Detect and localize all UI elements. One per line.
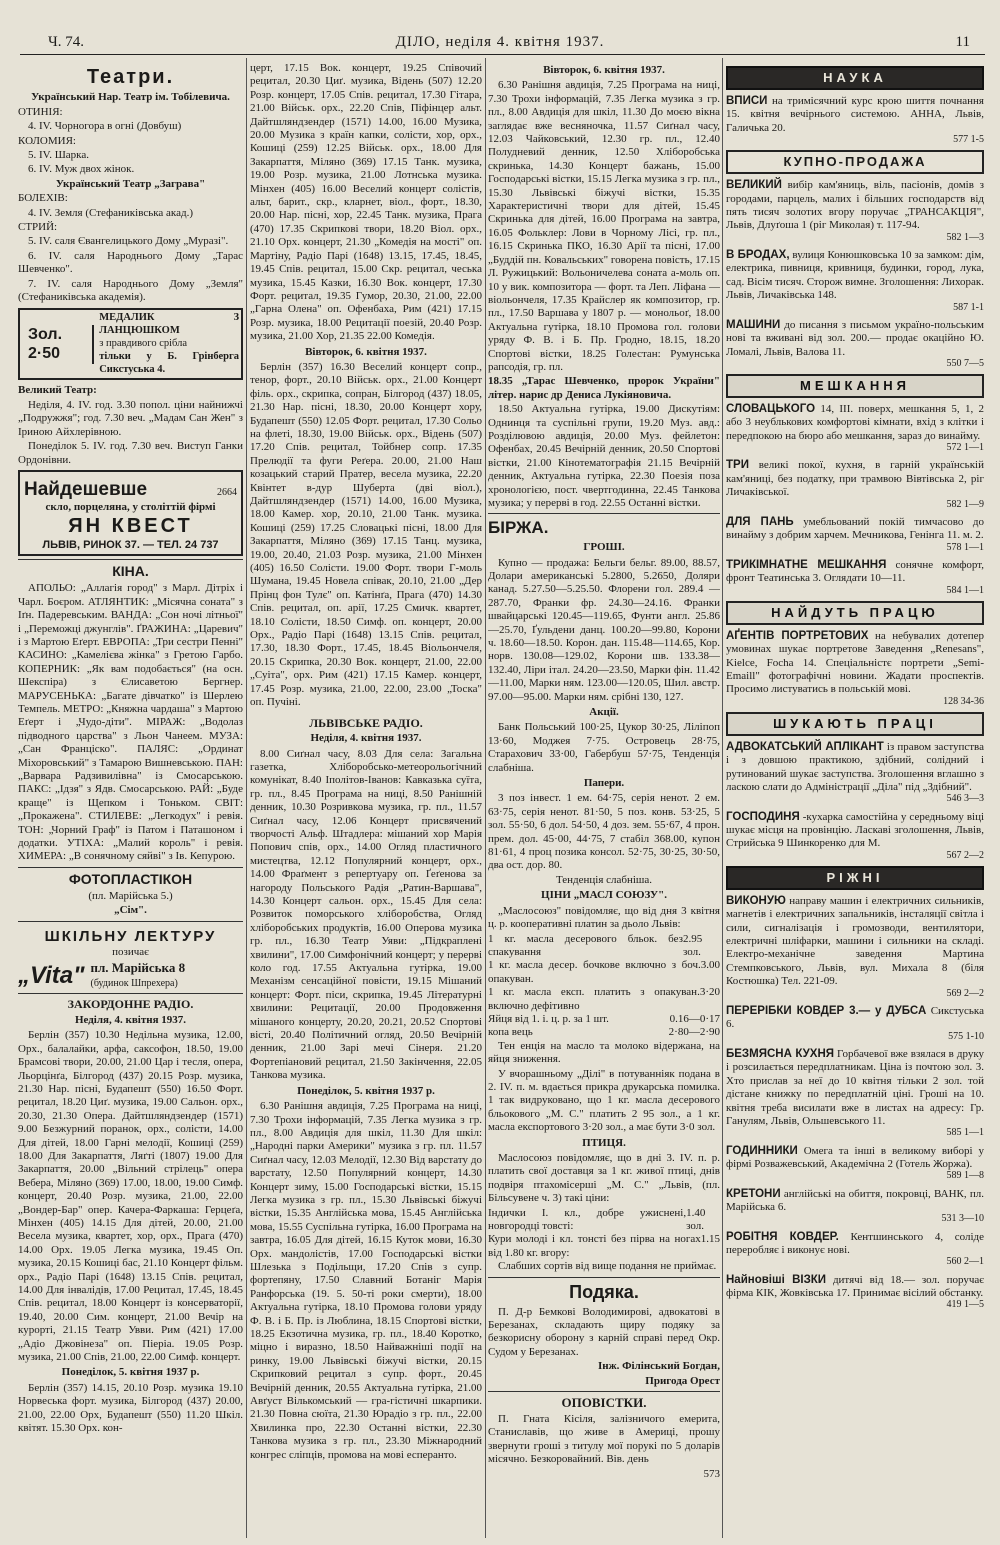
- ad-code: 560 2—1: [946, 1256, 984, 1268]
- medal-line: з правдивого срібла: [99, 338, 188, 350]
- ad-keyword: ДЛЯ ПАНЬ: [726, 515, 794, 528]
- column-3: [488, 62, 720, 1540]
- column-1: [18, 62, 243, 1540]
- price-row: [488, 986, 720, 1013]
- price-value: 1.15: [700, 1233, 720, 1246]
- ad-code: 577 1-5: [953, 134, 984, 146]
- notice-code: 573: [703, 1467, 720, 1480]
- town: ОТИНІЯ:: [18, 105, 63, 118]
- correction-note: У вчорашньому „Ділі" в потуванніяк подана в 2. IV. п. м. вдається прикра друкарська помилка. 1 так видруковано, що 1 кг. масла десерового бльокового „М. С." платить 2 95 зол., а 1 кг. масла експортового 3·20 зол., а має бути 3·0 зол.: [488, 1067, 720, 1134]
- classified-ad: [726, 1047, 984, 1140]
- ad-keyword: МАШИНИ: [726, 318, 781, 331]
- classified-ad: [726, 248, 984, 314]
- price-value: 3·20: [699, 986, 720, 999]
- ad-title: Найдешевше: [24, 478, 148, 500]
- column-divider: [485, 58, 486, 1538]
- shares-rates: Банк Польський 100·25, Цукор 30·25, Ліліпоп 13·60, Моджея 7·75. Островець 28·75, Старахович 33·00, Габербуш 57·75, Тенденція слабніша.: [488, 721, 720, 774]
- ad-keyword: КРЕТОНИ: [726, 1187, 781, 1200]
- price-row: [488, 959, 720, 986]
- classified-ad: [726, 1273, 984, 1312]
- section-rule: [488, 1391, 720, 1392]
- classified-ad: [726, 402, 984, 454]
- vita-heading: ШКІЛЬНУ ЛЕКТУРУ: [44, 927, 217, 945]
- ad-text: направу машин і електричних сильників, магнетів і електричних запальників, інсталяції світла і сили, сигналізація і громозводи, вентилятори, електричні шліфарки, машини і сильники на складі. Електро-механічне заведення Мартина Стемпковського, Львів, вул. Михала 8 (біля Костюшка) Тел. 221-09.: [726, 894, 984, 988]
- vita-subline: позичає: [112, 946, 149, 959]
- ad-text: англійські на обиття, покровці, ВАНК, пл. Марійська 6.: [726, 1187, 984, 1213]
- price-row: [488, 1026, 720, 1039]
- radio-day: Вівторок, 6. квітня 1937.: [305, 345, 427, 358]
- radio-day: Неділя, 4. квітня 1937.: [74, 1013, 187, 1026]
- classified-ad: [726, 740, 984, 806]
- radio-program: Берлін (357) 14.15, 20.10 Розр. музика 19.10 Норвеська форт. музика, Білгород (437) 20.00, 21.00, 22.00 Орх, Будапешт (550) 11.20 Шкіл. квітят. 15.30 Орх. кон-: [18, 1381, 243, 1435]
- play-entry: 4. IV. Земля (Стефаниківська акад.): [28, 206, 193, 219]
- thanks-heading: Подяка.: [569, 1281, 639, 1302]
- ad-code: 567 2—2: [946, 849, 984, 861]
- radio-day: Вівторок, 6. квітня 1937.: [543, 64, 665, 76]
- page-number: 11: [955, 34, 970, 50]
- ad-keyword: ВЕЛИКИЙ: [726, 179, 782, 192]
- ad-text: на тримісячний курс крою шиття почнання 15. квітня вечірнього системою. АННА, Львів, Галичька 20.: [726, 94, 984, 134]
- ad-text: Сикстуська 6.: [726, 1004, 984, 1031]
- price-value: 2.95 зол.: [682, 932, 703, 958]
- ad-code: 546 3—3: [946, 793, 984, 805]
- price-row: [488, 1207, 720, 1234]
- securities-rates: 3 поз інвест. 1 ем. 64·75, серія ненот. 2 ем. 63·75, серія ненот. 81·50, 5 поз. конв. 53·25, 5 зол. 55·50, 6 дол. 54·50, 4 доз. зем. 55·67, 4 прон. прем. дол. 45·00, 44·75, 7 стабіл 368.00, купон 81·61, 4 проц позика консол. 52·75, 30·25, 30·50, два ост. дор. 80.: [488, 792, 720, 872]
- ad-code: 582 1—9: [946, 498, 984, 510]
- section-rule: [18, 993, 243, 994]
- ad-keyword: ПЕРЕРІБКИ КОВДЕР 3.— у ДУБСА: [726, 1004, 927, 1017]
- shares-heading: Акції.: [589, 706, 619, 719]
- ad-keyword: ВИКОНУЮ: [726, 894, 786, 907]
- cinema-listing: АПОЛЬО: „Аллагія город" з Марл. Дітріх і Чарл. Боєром. АТЛЯНТИК: „Місячна соната" з Іґн. Падеревським. ВАНДА: „Сон ночі літньої" і „Переможці джунглів". ҐРАЖИНА: „Царевич" і з Мартою Еґерт. ЕВРОПА: „Три сестри Пенні" КАСИНО: „Камелієва жінка" з Гретою Гарбо. КОПЕРНИК: „Як вам подобається" (на осн. Шекспіра) з Єлисаветою Бергнер. МАРУСЕНЬКА: „Багате дівчатко" із Шерлею Темпель. МЕТРО: „Княжна чардаша" з Мартою Еґерт і „Чудо-діти". МІРАЖ: „Водолаз підводного царства" з Льон Чанеем. МУЗА: „Сан Франціско". ПАЛЯС: „Ординат Міхоровський" з Тамарою Вишневською. ПАН: „Варвара Радзивилівна" із Смосарською. ПАКС: „Ідзя" з Ядв. Смосарською. РАЙ: „Буде краще" із Щепком і Тоньком. СВІТ: „Прокажена". СТИЛЕВЕ: „Легкодух" і ревія. ТОН: „Чорний Граф" із Патом і Паташоном і додатки. УТІХА: „Малий король" і ревія. ХИМЕРА: „В сонячному сяйві" з Ів. Кепурою.: [18, 582, 243, 863]
- ad-text: до писання з письмом україно-польським нові та вживані від зол. 200.— продає окаційно Ю. Ломалі, Львів, Валова 11.: [726, 318, 984, 358]
- play-entry: Понеділок 5. IV. год. 7.30 веч. Виступ Ганки Ордонівни.: [18, 440, 243, 466]
- price-row: [488, 1233, 720, 1260]
- ad-line: скло, порцеляна, у століттій фірмі: [45, 501, 216, 514]
- medal-text: [94, 312, 239, 376]
- securities-heading: Папери.: [583, 777, 625, 790]
- ad-text: вибір кам'яниць, віль, пасіонів, домів з городами, парцель, малих і більших господарств від пять тисяч золотих вгору поручає „ТРАНСАКЦІЯ", Львів, Длуґоша 1 (ріг Миколая) т. 117-94.: [726, 179, 984, 232]
- ad-keyword: БЕЗМЯСНА КУХНЯ: [726, 1047, 835, 1060]
- ad-keyword: АҐЕНТІВ ПОРТРЕТОВИХ: [726, 629, 869, 642]
- classified-ad: [726, 94, 984, 146]
- town: КОЛОМИЯ:: [18, 134, 76, 147]
- ad-code: 585 1—1: [946, 1127, 984, 1139]
- radio-program: 6.30 Ранішня авдиція, 7.25 Програма на ниці, 7.30 Трохи інформацій, 7.35 Легка музика з гр. пл., 8.00 Авдиція для шкіл, 11.30 До моєю вікна заглядає вже весняночка, 11.57 Сиґнал часу, 12.03 Чайковський, 12.30 гр. пл., 12.40 Полудневий денник, 12.50 Хліборобська скринька, 14.30 Концерт бажань, 15.00 Господарські вістки, 15.15 Легка музика з гр. пл., 15.30 Львівські біжучі вістки, 15.35 Характеристичні твори для дітей, 15.45 Скринька для дітей, 16.00 Програма на завтра, 16.05 Фольклер: Лови в Чорному Лісі, гр. пл., 16.15 Скринька ПКО, 16.30 Арії та пісні, 17.00 „Буддій пн. Ковальських" говорена повість, 17.15 Л. Ружицький: Вольоничелева соната а-моль оп. 10 у вик. композитора — форт. та Леп. Ліфана — віольончеля, 17.35 Крайслер як композитор, гр. пл., 17.50 Варшава у 1807 р. — монольоґ, 18.00 Актуальна гутірка, 18.10 Промова гол. голови уряду Ф. В. і Б. Пр. Гродно, 18.15, 18.20 Спортові вістки, 18.25 Голестан: Румунська рапсодія, гр. пл.: [488, 79, 720, 373]
- section-rule: [18, 559, 243, 560]
- play-entry: Неділя, 4. IV. год. 3.30 попол. ціни найнижчі „Подружжя"; год. 7.30 веч. „Мадам Сан Жен" з Іриною Айхлерівною.: [18, 398, 243, 438]
- ad-text: Кентшинського 4, соліде переробляє і виконує нові.: [726, 1230, 984, 1256]
- price-value: 3.00: [700, 959, 720, 972]
- column-divider: [722, 58, 723, 1538]
- ad-text: умебльований покій тимчасово до винайму з добрим харчем. Мечникова, Генінга 11. м. 2.: [726, 515, 984, 542]
- classified-ad: [726, 178, 984, 244]
- vita-address-note: (будинок Шпрехера): [90, 977, 178, 989]
- price-value: 1.40 зол.: [686, 1206, 706, 1233]
- ad-keyword: ВПИСИ: [726, 94, 768, 107]
- classified-ad: [726, 1230, 984, 1269]
- foreign-radio-heading: ЗАКОРДОННЕ РАДІО.: [67, 997, 194, 1012]
- theatre-name: Український Театр „Заграва": [55, 177, 206, 190]
- price-value: 0.16—0·17: [669, 1012, 720, 1025]
- ad-keyword: Найновіші ВІЗКИ: [726, 1273, 827, 1286]
- price-row: [488, 933, 720, 960]
- thanks-signature: Інж. Філінський Богдан,: [598, 1360, 720, 1373]
- medal-line: тільки у Б. Грінберга Сикстуська 4.: [99, 350, 239, 375]
- classified-ad: [726, 515, 984, 554]
- theatre-name: Український Нар. Театр ім. Тобілевича.: [31, 91, 230, 104]
- ad-text: великі покої, кухня, в гарній українській кам'яниці, без податку, при трамвою Вівтівська 2, ріг Личаківської.: [726, 459, 984, 499]
- vita-address: пл. Марійська 8: [90, 960, 186, 976]
- radio-program: 6.30 Ранішня авдиція, 7.25 Програма на ниці, 7.30 Трохи інформацій, 7.35 Легка музика з гр. пл., 8.00 Авдиція для шкіл, 11.30 Для шкіл: „Народні парки Америки" музика з гр. пл. 11.57 Сиґнал часу, 12.03 Мелодії, 12.30 Від варстату до варстату, 12.50 Популярний концерт, 14.30 Концерт зиму, 15.00 Господарські вістки, 15.15 Легка музика з гр. пл., 15.30 Львівські біжучі вістки, 15.35 Англійська мова, 15.45 Англійська мова, 15.55 Суспільна гутірка, 16.00 Програма на завтра, 16.05 Для дітей, 16.15 Куток мови, 16.30 Орх. мандолістів, 17.00 Господарські вістки Шлезька з Подільщи, 17.20 Спів з супр. фортепяну, 17.50 Славний Ботаніг Марія Ранфорська (19. 5. 50-ті роки смерти), 18.00 Актуальна гутірка, 18.10 Промова голови уряду Ф. В. і Б. Пр. із Люблина, 18.15 Спортові вістки, 18.25 Екзотична музика, гр. пл., 18.40 Коротко, міцно і виразно, 18.50 Найважніші події на ринку, 19.00 Львівські біжучі вістки, 20.15 Скрипковий рецитал з супр. форт., 20.45 Вечірній денник, 20.55 Актуальна гутірка, 21.00 Авґуст Вількомський — гра-гістичні шкарпики. 21.30 Повна сюїта, 21.30 Юрадіо з гр. пл., 22.00 Хвилинка про, 22.30 Останні вістки, 22.30 Танкова музика з гр. пл., 23.30 Міжнародний конгрес сліпців, промова на мові есперанто.: [250, 1100, 482, 1461]
- ad-text: Горбачевої вже взялася в друку і розсилається передплатникам. Ціна із почтою зол. 3. Хто прислав за неї до 10 квітня тільки 2 зол. той дістане книжку по передплатній ціні. Гроші на 10. квітня треба висилати вже в листах на адресу: Гр. Ганулям, Львів, Ольшевського 11.: [726, 1047, 984, 1127]
- classified-ad: [726, 810, 984, 862]
- poultry-intro: Маслосоюз повідомляє, що в дні 3. IV. п. р. платить свої доставця за 1 кг. живої птиці, днів подвіря птахомісерші „М. С." „Львів, (пл. Більсувене ч. 3) такі ціни:: [488, 1152, 720, 1205]
- science-heading: НАУКА: [726, 66, 984, 90]
- price-item: 1 кг. масла десер. бочкове включно з боч. опакуван.: [488, 959, 701, 985]
- ad-code: 569 2—2: [946, 987, 984, 999]
- classified-ad: [726, 894, 984, 1000]
- radio-program: Берлін (357) 10.30 Недільна музика, 12.00, Орх., балалайки, арфа, саксофон, 18.50, 19.00 Брамсові твори, 20.00, 21.00 Цар і тесля, опера, Льорцінґа, Білгород (437) 20.15 Рoзр. музика, 21.30 Нар. пісні, Будапешт (550) 16.50 Форт. рецитал, 18.20 Циґ. музика, 19.00 Сальон. орх., 20.30, 21.30 Опера. Дайтшляндзендер (1571) 9.00 Безжурний поранок, орх., солісти, 14.00 Для дітей, 18.00 Гарні мелодії, Кошиці (259) 18.00 Для Закарпаття, Ляґті (1807) 19.00 Для Закарпаття, 20.00 „Вільний стрілець" опера Вебера, Міляно (369) 17.00, 18.00, 19.00 Симф. концерт, 20.40 Розр. музика, 21.00, 22.00 „Вондер-Бар" опер. Качера-Фаркаша: Герцеґа, Мінхен (405) 14.15 Для дітей, 20.00, 21.00 Весела музика, квартет, хор, орх., Прага (470) 14.00 Орх. 19.05 Легка музика, 19.45 Оп. музика, 20.15 Кошиці бас, 21.10 Концерт фільм. орх., Радіо Парі (1648) 13.15 Спів. рецитал, 14.00 Для інвалідів, 17.00 Рецитал, 17.45, 18.45 Спів. рецитал, 18.00 Концерт із консерваторії, 19.40, 20.00 Сим. концерт, 21.00 Вечір на курорті, 21.15 Театр Увви. Рим (421) 17.00 „Адіо Джовінеза" оп. Піеріа. 19.05 Розр. музика, 21.00 Спів, 21.00, 22.00 Симф. концерт.: [18, 1029, 243, 1364]
- column-4: [726, 62, 984, 1540]
- ad-code: 419 1—5: [946, 1299, 984, 1311]
- radio-program: церт, 17.15 Вок. концерт, 19.25 Співочий рецитал, 20.30 Циґ. музика, Відень (507) 12.20 Розр. концерт, 17.05 Спів. рецитал, 17.30 Гітара, 21.00 Військ. орх., 22.20 Спів, Піфінцер альт. Дайтшляндзендер (1571) 14.00, 16.00 Музика, 20.00 Музика з країн капки, солісти, хор, орх., Кошиці (259) 12.25 Військ. орх., 18.00 Для Закарпаття, Міляно (369) 17.15 Танк. музика, 19.00 Розр. музика, 21.00 Лотнська музика. Мінхен (405) 16.00 Веселий концерт солістів, альт, барит., скр., кларнет, віол., форт., 18.30, 20.00 Нар. пісні, хор, 22.45 Танк. музика, Прага (470) 17.35 Скрипкові твори, 18.20 Віол. орх., 21.10 Орх. концерт, 21.30 „Комедія на мості" оп. Мартіну, Радіо Парі (1648) 13.15, 17.45, 18.45, 19.45 Спів. рецитал, 15.00 Скр. рецитал, чеська музика, 15.45 Казки, 16.30 Вок. концерт, 17.30 Форт. рецитал, 19.35 Гумор, 20.30, 21.00, 22.00 „Гарна Олена" оп. Офенбаха, Рим (421) 17.15 Розр. музика, 18.00 Рецитації поезій, 20.40 Розр. музика, 21.00 Хор, 21.35 22.00 Комедія.: [250, 62, 482, 343]
- ad-text: на небувалих дотепер умовинах шукає портретове Заведення „Renesans", Kielce, Focha 14. Спеціальністє портрети „Semi-Emaill" фотографічні новини. Жадати проспектів. Просимо листуватись в польській мові.: [726, 629, 984, 696]
- ad-code: 572 1—1: [946, 442, 984, 454]
- medal-advertisement: [18, 308, 243, 380]
- price-item: 1 кг. масла десерового бльок. без спакування: [488, 932, 683, 958]
- ad-text: дитячі від 18.— зол. поручає фірма КІК, Жовківська 17. Принимає вісілий обстанку.: [726, 1273, 984, 1299]
- ad-brand: ЯН КВЕСТ: [68, 515, 193, 538]
- trend-note: Тенденція слабніша.: [555, 873, 653, 886]
- ad-code: 587 1-1: [953, 301, 984, 313]
- ad-text: 14, III. поверх, мешкання 5, 1, 2 або 3 неублькових комфортові кімнати, вхід з клітки і передпокою на бюро або мешкання, зараз до винайму.: [726, 403, 984, 442]
- issue-number: Ч. 74.: [48, 34, 84, 50]
- vita-row: [18, 960, 243, 990]
- ad-keyword: ГОДИННИКИ: [726, 1144, 798, 1157]
- price-item: Яйця від 1. і. ц. р. за 1 шт.: [488, 1012, 609, 1025]
- play-entry: 7. IV. саля Народнього Дому „Земля" (Стефаниківська академія).: [18, 277, 243, 304]
- section-rule: [18, 921, 243, 922]
- buy-sell-heading: КУПНО-ПРОДАЖА: [726, 150, 984, 174]
- radio-day: Неділя, 4. квітня 1937.: [310, 732, 422, 745]
- jobs-offered-heading: НАЙДУТЬ ПРАЦЮ: [726, 601, 984, 625]
- ad-text: із правом заступства і з довшою практикою, здібний, солідний і рутинований шукає заступства. Зголошення вглашно з ласкою слати до Адміністрації „Діла" під „Здібний".: [726, 740, 984, 793]
- ad-keyword: ТРИКІМНАТНЕ МЕШКАННЯ: [726, 558, 887, 571]
- thanks-text: П. Д-р Бемкові Володимирові, адвокатові в Березанах, складають щиру подяку за безкорисну оборону з карній справі перед Окр. Судом у Березанах.: [488, 1305, 720, 1358]
- ad-code: 550 7—5: [946, 357, 984, 369]
- section-rule: [488, 513, 720, 514]
- classified-ad: [726, 1004, 984, 1043]
- ad-text: вулиця Конюшковська 10 за замком: дім, електрика, пивниця, кривниця, будинки, город, лука, сад. Вісім тисяч. Сторож вимне. Зголошення: Лихорак. Львів, Личаківська 148.: [726, 248, 984, 302]
- notice-text: П. Гната Кісіля, залізничого емерита, Станиславів, що живе в Америці, прошу звернути гроші з титулу мої порукі по 5 доларів місячно. Безкоровайний. Вів. день: [488, 1412, 720, 1466]
- ad-text: -кухарка самостійна у середньому віці шукає місця на провінцію. Ласкаві зголошення, Львів, Стрийська 9 Шинкоренко для М.: [726, 810, 984, 850]
- cinema-heading: КІНА.: [112, 563, 149, 580]
- ad-code: 128 34-36: [943, 695, 984, 707]
- classified-ad: [726, 629, 984, 708]
- butter-intro: „Маслосоюз" повідомляє, що від дня 3 квітня ц. р. кооперативні платин за дьоло Львів:: [488, 904, 720, 931]
- notices-heading: ОПОВІСТКИ.: [561, 1395, 647, 1411]
- ad-code: 578 1—1: [946, 541, 984, 553]
- medal-price: Зол. 2·50: [22, 325, 94, 364]
- classified-ad: [726, 1144, 984, 1183]
- ad-code: 582 1—3: [946, 231, 984, 243]
- ad-keyword: СЛОВАЦЬКОГО: [726, 403, 816, 416]
- ad-keyword: В БРОДАХ,: [726, 248, 790, 261]
- thanks-signature: Пригода Орест: [645, 1374, 720, 1387]
- radio-program: 18.50 Актуальна гутірка, 19.00 Дискутіям: Однинця та суспільні групи, 19.20 Муз. авд.: Розділювою авдиція, 20.00 Муз. фейлетон: Офенбах, 20.45 Вечірній денник, 20.50 Спортові вістки, 21.00 Кінотематографія 21.15 Вечірній денник, Актуальна гутірка, 22.30 Поезія поза хронологією, пост. чвертгодинна, 22.45 Танкова музика; у перерві в год. 22.55 Останні вістки.: [488, 403, 720, 509]
- lviv-radio-heading: ЛЬВІВСЬКЕ РАДІО.: [309, 715, 423, 730]
- price-value: 2·80—2·90: [668, 1026, 720, 1039]
- medal-title: МЕДАЛИК З ЛАНЦЮШКОМ: [99, 312, 239, 337]
- radio-highlight: 18.35 „Тарас Шевченко, пророк України" літер. нарис др Дениса Лукіяновича.: [488, 375, 720, 401]
- play-entry: 5. IV. Шарка.: [28, 149, 89, 162]
- ad-address: ЛЬВІВ, РИНОК 37. — ТЕЛ. 24 737: [42, 538, 219, 551]
- theatre-heading: Театри.: [86, 66, 175, 88]
- column-divider: [246, 58, 247, 1538]
- glassware-advertisement: [18, 470, 243, 556]
- section-rule: [488, 1277, 720, 1278]
- fotoplastikon-address: (пл. Марійська 5.): [88, 889, 173, 902]
- ad-keyword: ТРИ: [726, 459, 749, 472]
- play-entry: 6. IV. Муж двох жінок.: [28, 163, 135, 176]
- price-item: копа вець: [488, 1026, 533, 1039]
- classified-ad: [726, 1187, 984, 1226]
- radio-program: 8.00 Сиґнал часу, 8.03 Для села: Загальна газетка, Хліборобсько-метеорольогічний комунікат, 8.40 Іполітов-Іванов: Кавказька суїта, гр. пл., 8.45 Програма на ниці, 8.50 Ранішній денник, 10.30 Розривкова музика, гр. пл., 11.57 Сиґнал часу, 12.06 Концерт присвячений творчості Альф. Штадлера: мішаний хор Марія Попович спів, орх., 14.00 Огляд пластичного мистецтва, 12.12 Популярний концерт, орх., 14.00 Фраґмент з репертуару оп. Ґеґенова за нагороду Польського Радія „Ратин-Варшава", 14.30 Концерт сальон. орх., 15.45 Для села: Розвиток поморського хліборобства, Огляд хліборобських продуктів, 16.00 Оперова музика гр. пл., 16.30 Театр Уяви: „Підкраплені хвилини", 17.00 Симфонічний концерт; у перерві коло год. 17.55 Актуальна гутірка, 19.00 Механізм сенсаційної повісти, 19.15 Мішаний концерт: Форт. піси, скрипка, 19.45 Літературні хвилини: Рецитації, 20.00 Продовження мішаного концерту, 20.20, 20.21, 20.52 Спортові вісті, 20.40 Політичний огляд, 20.50 Вечірній денник, 21.00 Зарі мечі Сінеря. 21.20 Фортепіановий рецитал, 21.50 Закінчення, 22.05 Танкова музика.: [250, 747, 482, 1082]
- vita-name: „Vita": [18, 961, 85, 989]
- currency-heading: ГРОШІ.: [583, 541, 625, 554]
- ad-code: 589 1—8: [946, 1170, 984, 1182]
- section-rule: [18, 867, 243, 868]
- radio-program: Берлін (357) 16.30 Веселий концерт сопр., тенор, форт., 20.10 Військ. орх., 21.00 Концерт філь. орх., скрипка, сопран, Білгород (437) 18.05, 21.30 Нар. пісні, 18.30, 20.00 Концерт хору, Будапешт (550) 12.05 Форт. рецитал, 17.30 Сольо на флеті, 18.30, 19.00 Військ. орх., Відень (507) 17.20 Спів. рецитал, Тойбнер сопр. 17.35 Прелюдії та фуги Реґера. 20.00, 21.00 Наш козацький старий Пратер, весела музика, 22.20 Квінтет в-дур Шуберта (дві віол.), Дайтшляндзендер (1571) 14.00, 16.00 Музика, 18.00 Камер. хор, 20.10, 21.00 Танк. музика. Кошиці (259) 17.25 Словацькі пісні, 18.00 Для Закарпаття, Міляно (369) 17.15 Танц. музика, 19.00, 20.40, 21.03 Розр. музика, 21.00 Мінхен (405) 16.50 Солісти. 19.00 Форт. твори Г-моль Шумана, 19.45 Новела співак, 20.10, 21.00 „Дер Прінц фон Тулє" оп. Катінґа, Прага (470) 14.30 Спів. рецитал, оп. арії, 17.25 Смичк. квартет, 18.10 Солісти, 18.50 Симф. оп. концерт, 20.00 Орх., Радіо Парі (1648) 13.15 Спів. рецитал, 17.30, 18.30 Форт., 17.45, 18.45 Віольончеля, 20.15 Скрипка, 20.30 Вок. концерт, 21.00, 22.00 „Суіта", орх. Рим (421) 17.15 Камер. концерт, 17.45 Розр. музика, 21.00, 22.00, 23.00 „Тоска" оп. Пучіні.: [250, 360, 482, 709]
- miscellaneous-heading: РІЖНІ: [726, 866, 984, 890]
- page-header: [20, 30, 980, 56]
- ad-keyword: ГОСПОДИНЯ: [726, 810, 800, 823]
- fotoplastikon-name: „Сім".: [114, 904, 147, 917]
- ad-text: Омега та інші в великому виборі у фірмі Розважевський, Академічна 2 (Готель Жоржа).: [726, 1144, 984, 1170]
- classified-ad: [726, 458, 984, 510]
- ad-code: 575 1-10: [948, 1030, 984, 1042]
- currency-rates: Купно — продажа: Бельги бельг. 89.00, 88.57, Долари американські 5.2800, 5.2650, Доляри канад. 5.27.50—5.25.50. Флорени гол. 289.4 —287.70, Франки фр. 24.30—24.16. Франки швайцарські 120.45—119.65, Фунти англ. 25.86—25.70, Ґульдени данц. 100.20—99.80, Корони ч. 18.60—18.50. Корон. дан. 115.48—114.65, Кор. норв. 130.08—129.02, Корони шв. 133.38—132.40, Ліри італ. 24.20—23.50, Марки фін. 11.42—11.00, Марки ням. 123.00—120.05, Шил. австр. 97.00—95.00. Марки ням. срібні 130, 127.: [488, 556, 720, 703]
- poultry-heading: ПТИЦЯ.: [582, 1136, 626, 1149]
- ad-code: 2664: [217, 486, 237, 498]
- play-entry: 5. IV. саля Євангелицького Дому „Муразі".: [28, 235, 229, 248]
- price-item: Індички І. кл., добре ужиснені, новгородці товсті:: [488, 1206, 687, 1233]
- radio-day: Понеділок, 5. квітня 1937 р.: [61, 1366, 200, 1379]
- classified-ad: [726, 558, 984, 597]
- exchange-heading: БІРЖА.: [488, 518, 549, 538]
- column-2: [250, 62, 482, 1540]
- theatre-name: Великий Театр:: [18, 384, 97, 397]
- header-rule: [20, 54, 985, 55]
- ad-text: сонячне комфорт, фронт Театинська 3. Оглядати 10—11.: [726, 558, 984, 585]
- butter-trend: Тен енція на масло та молоко відержана, на яйця зниження.: [488, 1039, 720, 1066]
- fotoplastikon-title: ФОТОПЛАСТІКОН: [68, 870, 193, 887]
- ad-code: 531 3—10: [941, 1213, 984, 1225]
- price-item: 1 кг. масла експ. платить з опакуван. включно дефітивно: [488, 986, 700, 1012]
- ad-code: 584 1—1: [946, 584, 984, 596]
- town: СТРИЙ:: [18, 221, 58, 234]
- town: БОЛЕХІВ:: [18, 192, 68, 205]
- play-entry: 4. IV. Чорногора в огні (Довбуш): [28, 120, 182, 133]
- poultry-note: Слабших сортів від вище подання не приймає.: [498, 1260, 717, 1273]
- butter-prices-heading: ЦІНИ „МАСЛ СОЮЗУ".: [541, 889, 667, 902]
- price-row: [488, 1013, 720, 1026]
- ad-keyword: АДВОКАТСЬКИЙ АПЛІКАНТ: [726, 740, 884, 753]
- ad-keyword: РОБІТНЯ КОВДЕР.: [726, 1230, 839, 1243]
- jobs-wanted-heading: ШУКАЮТЬ ПРАЦІ: [726, 712, 984, 736]
- housing-heading: МЕШКАННЯ: [726, 374, 984, 398]
- classified-ad: [726, 318, 984, 370]
- radio-day: Понеділок, 5. квітня 1937 р.: [297, 1084, 435, 1097]
- play-entry: 6. IV. саля Народнього Дому „Тарас Шевченко".: [18, 249, 243, 276]
- masthead-date: ДІЛО, неділя 4. квітня 1937.: [395, 34, 605, 50]
- price-item: Кури молоді і кл. тонсті без пірва на ногах від 1.80 кг. вгору:: [488, 1233, 701, 1259]
